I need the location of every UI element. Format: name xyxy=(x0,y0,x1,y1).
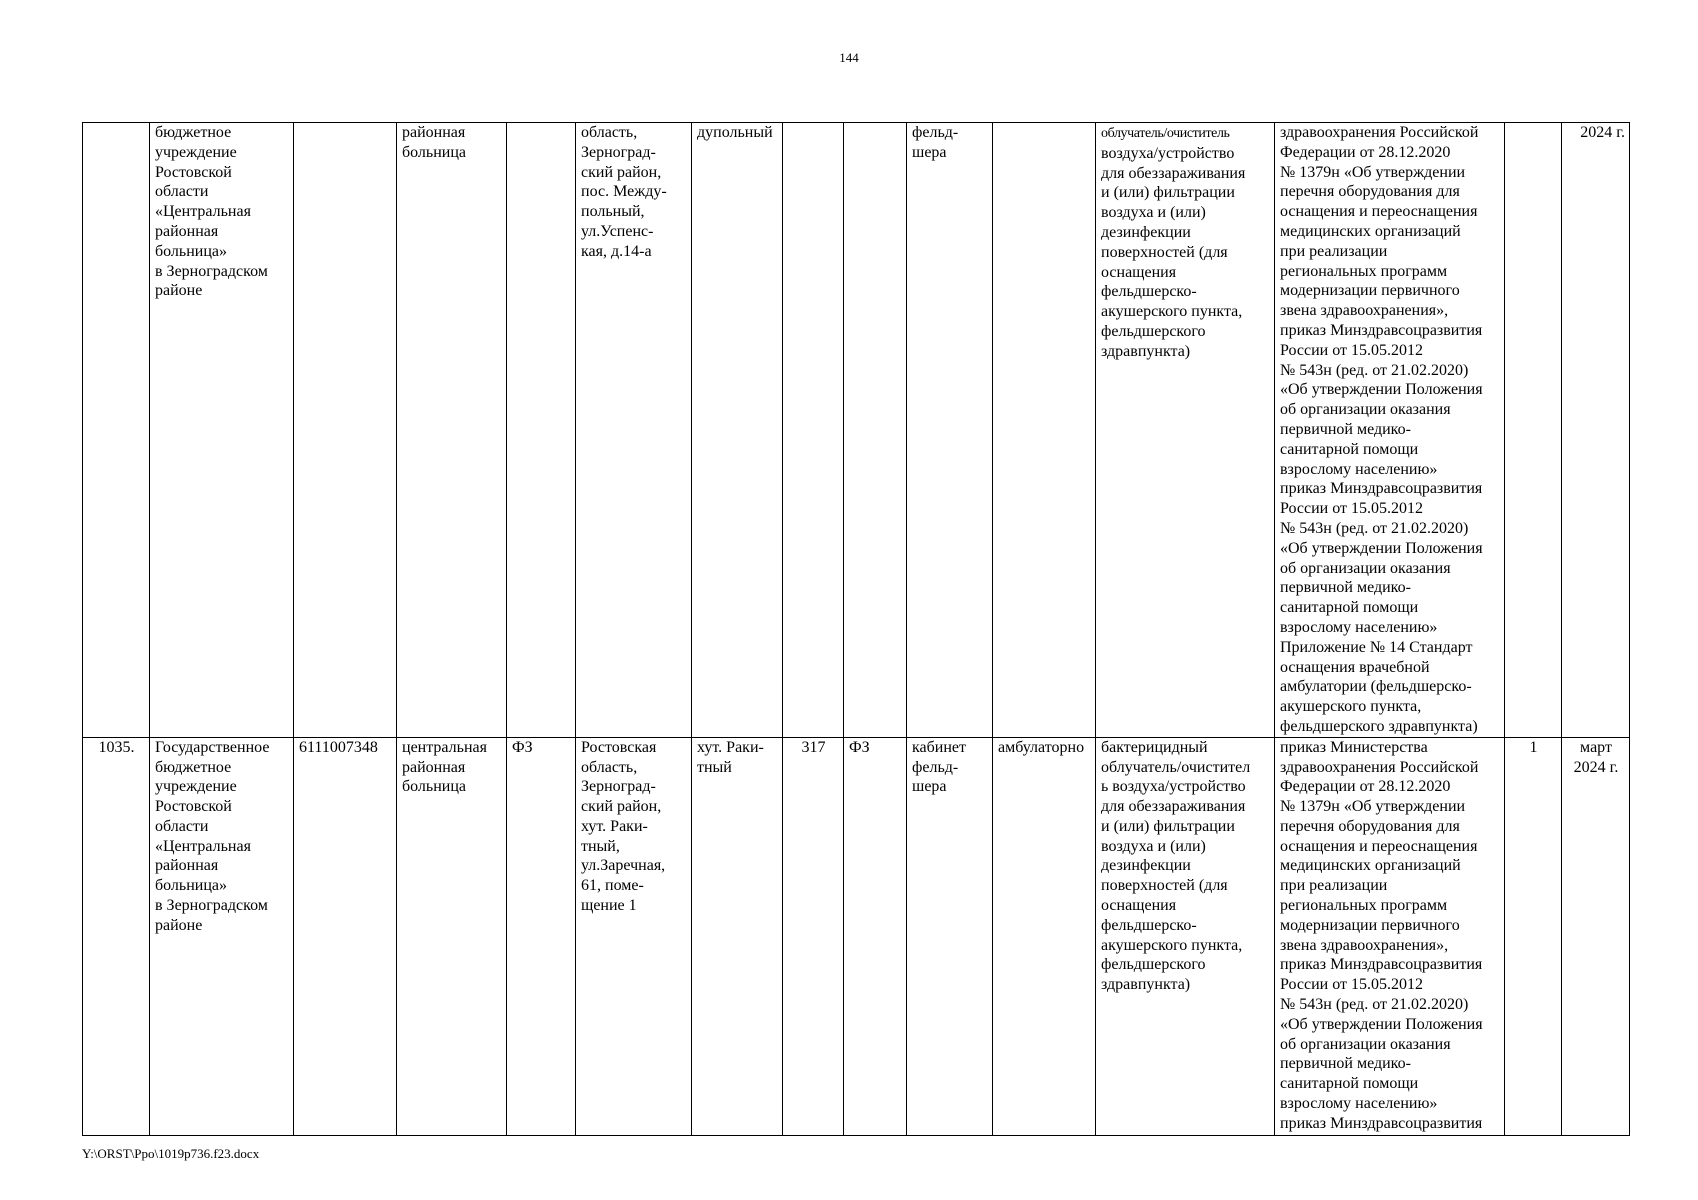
care-form-cell: амбулаторно xyxy=(993,737,1096,1135)
unit-cell: кабинет фельд- шера xyxy=(907,737,993,1135)
equipment-cell xyxy=(1096,123,1275,738)
unit-cell: фельд- шера xyxy=(907,123,993,738)
settlement-cell: дупольный xyxy=(692,123,783,738)
footer-file-path: Y:\ORST\Ppo\1019p736.f23.docx xyxy=(82,1146,260,1161)
population-cell: 317 xyxy=(783,737,844,1135)
row-number-cell: 1035. xyxy=(83,737,150,1135)
fz2-cell: ФЗ xyxy=(844,737,907,1135)
population-cell xyxy=(783,123,844,738)
care-form-cell xyxy=(993,123,1096,738)
date-cell: 2024 г. xyxy=(1562,123,1630,738)
fz-cell xyxy=(507,123,576,738)
address-cell: область, Зерноград- ский район, пос. Между- польный, ул.Успенс- кая, д.14-а xyxy=(576,123,692,738)
table-row xyxy=(83,123,1630,738)
fz2-cell xyxy=(844,123,907,738)
equipment-cell: бактерицидный облучатель/очистител ь воздуха/устройство для обеззараживания и (или) фильтрации воздуха и (или) дезинфекции поверхностей (для оснащения фельдшерско- акушерского пункта, фельдшерского здравпункта) xyxy=(1096,737,1275,1135)
fz-cell: ФЗ xyxy=(507,737,576,1135)
equipment-first-line: облучатель/очиститель xyxy=(1101,126,1230,141)
organization-cell: бюджетное учреждение Ростовской области «Центральная районная больница» в Зерноградском районе xyxy=(150,123,294,738)
table-row xyxy=(83,737,1630,1135)
row-number-cell xyxy=(83,123,150,738)
inn-cell: 6111007348 xyxy=(294,737,397,1135)
page-number: 144 xyxy=(839,50,859,65)
equipment-table xyxy=(82,122,1630,1136)
inn-cell xyxy=(294,123,397,738)
org-type-cell: центральная районная больница xyxy=(397,737,507,1135)
basis-cell: здравоохранения Российской Федерации от 28.12.2020 № 1379н «Об утверждении перечня оборудования для оснащения и переоснащения медицинских организаций при реализации региональных программ модернизации первичного звена здравоохранения», приказ Минздравсоцразвития России от 15.05.2012 № 543н (ред. от 21.02.2020) «Об утверждении Положения об организации оказания первичной медико- санитарной помощи взрослому населению» приказ Минздравсоцразвития России от 15.05.2012 № 543н (ред. от 21.02.2020) «Об утверждении Положения об организации оказания первичной медико- санитарной помощи взрослому населению» Приложение № 14 Стандарт оснащения врачебной амбулатории (фельдшерско- акушерского пункта, фельдшерского здравпункта) xyxy=(1275,123,1505,738)
quantity-cell xyxy=(1505,123,1562,738)
org-type-cell: районная больница xyxy=(397,123,507,738)
equipment-text: воздуха/устройство для обеззараживания и (или) фильтрации воздуха и (или) дезинфекции поверхностей (для оснащения фельдшерско- акушерского пункта, фельдшерского здравпункта) xyxy=(1101,144,1246,360)
quantity-cell: 1 xyxy=(1505,737,1562,1135)
address-cell: Ростовская область, Зерноград- ский район, хут. Раки- тный, ул.Заречная, 61, поме- щение 1 xyxy=(576,737,692,1135)
organization-cell: Государственное бюджетное учреждение Ростовской области «Центральная районная больница» в Зерноградском районе xyxy=(150,737,294,1135)
basis-cell: приказ Министерства здравоохранения Российской Федерации от 28.12.2020 № 1379н «Об утверждении перечня оборудования для оснащения и переоснащения медицинских организаций при реализации региональных программ модернизации первичного звена здравоохранения», приказ Минздравсоцразвития России от 15.05.2012 № 543н (ред. от 21.02.2020) «Об утверждении Положения об организации оказания первичной медико- санитарной помощи взрослому населению» приказ Минздравсоцразвития xyxy=(1275,737,1505,1135)
settlement-cell: хут. Раки- тный xyxy=(692,737,783,1135)
date-cell: март 2024 г. xyxy=(1562,737,1630,1135)
